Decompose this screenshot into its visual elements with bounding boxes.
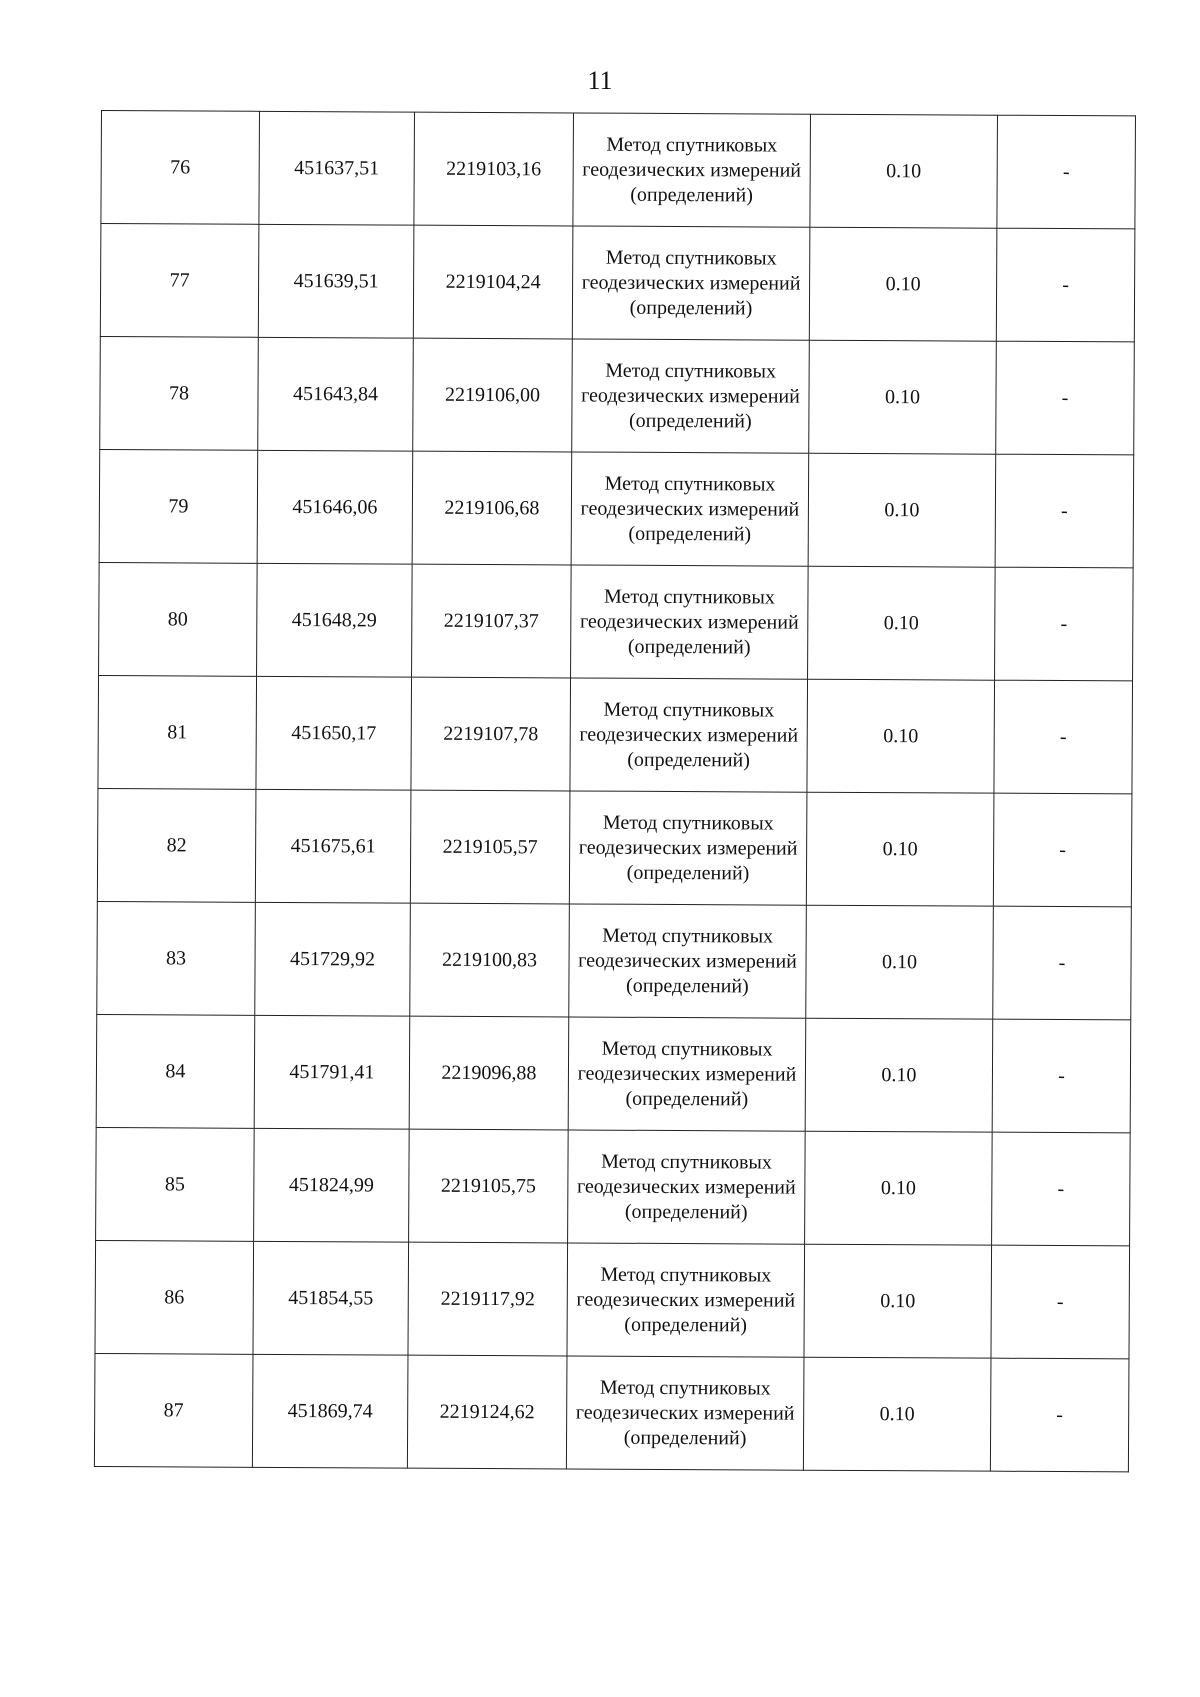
description-cell: -	[990, 1358, 1129, 1472]
description-cell: -	[994, 680, 1133, 794]
point-number-cell: 77	[100, 224, 259, 338]
point-number-cell: 79	[99, 449, 258, 563]
x-coordinate-cell: 451637,51	[259, 111, 415, 225]
description-cell: -	[993, 906, 1132, 1020]
point-number-cell: 82	[97, 788, 256, 902]
x-coordinate-cell: 451646,06	[257, 450, 413, 564]
x-coordinate-cell: 451643,84	[258, 337, 414, 451]
point-number-cell: 80	[99, 562, 258, 676]
y-coordinate-cell: 2219107,37	[412, 564, 572, 678]
point-number-cell: 81	[98, 675, 257, 789]
x-coordinate-cell: 451648,29	[257, 563, 413, 677]
method-cell: Метод спутниковых геодезических измерений (определений)	[571, 565, 809, 679]
table-row	[96, 1127, 1131, 1245]
y-coordinate-cell: 2219100,83	[410, 903, 570, 1017]
point-number-cell: 84	[96, 1014, 255, 1128]
method-cell: Метод спутниковых геодезических измерений (определений)	[572, 226, 810, 340]
precision-cell: 0.10	[803, 1357, 991, 1471]
table-row	[99, 449, 1134, 567]
method-cell: Метод спутниковых геодезических измерений (определений)	[569, 904, 807, 1018]
table-row	[98, 675, 1133, 793]
x-coordinate-cell: 451869,74	[252, 1354, 408, 1468]
description-cell: -	[992, 1132, 1131, 1246]
description-cell: -	[996, 341, 1135, 455]
point-number-cell: 87	[94, 1353, 253, 1467]
y-coordinate-cell: 2219107,78	[411, 677, 571, 791]
precision-cell: 0.10	[805, 1131, 993, 1245]
y-coordinate-cell: 2219106,00	[413, 338, 573, 452]
precision-cell: 0.10	[807, 679, 995, 793]
point-number-cell: 83	[97, 901, 256, 1015]
table-row	[100, 336, 1135, 454]
y-coordinate-cell: 2219096,88	[409, 1016, 569, 1130]
page-number: 11	[587, 66, 613, 95]
precision-cell: 0.10	[809, 227, 997, 341]
coordinates-table	[94, 110, 1136, 1472]
x-coordinate-cell: 451854,55	[253, 1241, 409, 1355]
precision-cell: 0.10	[808, 453, 996, 567]
table-row	[97, 788, 1132, 906]
method-cell: Метод спутниковых геодезических измерений (определений)	[571, 452, 809, 566]
y-coordinate-cell: 2219124,62	[407, 1355, 567, 1469]
method-cell: Метод спутниковых геодезических измерений (определений)	[568, 1017, 806, 1131]
y-coordinate-cell: 2219105,57	[410, 790, 570, 904]
x-coordinate-cell: 451729,92	[255, 902, 411, 1016]
method-cell: Метод спутниковых геодезических измерений (определений)	[566, 1356, 804, 1470]
y-coordinate-cell: 2219117,92	[408, 1242, 568, 1356]
table-row	[96, 1014, 1131, 1132]
description-cell: -	[995, 454, 1134, 568]
method-cell: Метод спутниковых геодезических измерений (определений)	[572, 339, 810, 453]
y-coordinate-cell: 2219106,68	[412, 451, 572, 565]
method-cell: Метод спутниковых геодезических измерений (определений)	[569, 791, 807, 905]
description-cell: -	[991, 1245, 1130, 1359]
y-coordinate-cell: 2219105,75	[409, 1129, 569, 1243]
method-cell: Метод спутниковых геодезических измерений (определений)	[567, 1243, 805, 1357]
table-body	[94, 111, 1135, 1472]
table-row	[95, 1240, 1130, 1358]
precision-cell: 0.10	[806, 792, 994, 906]
description-cell: -	[993, 793, 1132, 907]
method-cell: Метод спутниковых геодезических измерений (определений)	[573, 113, 811, 227]
method-cell: Метод спутниковых геодезических измерений (определений)	[570, 678, 808, 792]
x-coordinate-cell: 451639,51	[258, 224, 414, 338]
precision-cell: 0.10	[804, 1244, 992, 1358]
table-row	[97, 901, 1132, 1019]
precision-cell: 0.10	[810, 114, 998, 228]
description-cell: -	[997, 115, 1136, 229]
x-coordinate-cell: 451824,99	[254, 1128, 410, 1242]
description-cell: -	[995, 567, 1134, 681]
point-number-cell: 76	[101, 111, 260, 225]
x-coordinate-cell: 451791,41	[254, 1015, 410, 1129]
y-coordinate-cell: 2219104,24	[413, 225, 573, 339]
precision-cell: 0.10	[809, 340, 997, 454]
description-cell: -	[996, 228, 1135, 342]
table-row	[94, 1353, 1129, 1471]
x-coordinate-cell: 451675,61	[255, 789, 411, 903]
coordinates-table-wrapper	[94, 110, 1135, 1472]
table-row	[99, 562, 1134, 680]
point-number-cell: 86	[95, 1240, 254, 1354]
x-coordinate-cell: 451650,17	[256, 676, 412, 790]
table-row	[100, 224, 1135, 342]
point-number-cell: 85	[96, 1127, 255, 1241]
precision-cell: 0.10	[805, 1018, 993, 1132]
point-number-cell: 78	[100, 336, 259, 450]
precision-cell: 0.10	[808, 566, 996, 680]
table-row	[101, 111, 1136, 229]
description-cell: -	[992, 1019, 1131, 1133]
precision-cell: 0.10	[806, 905, 994, 1019]
method-cell: Метод спутниковых геодезических измерений (определений)	[568, 1130, 806, 1244]
y-coordinate-cell: 2219103,16	[414, 112, 574, 226]
